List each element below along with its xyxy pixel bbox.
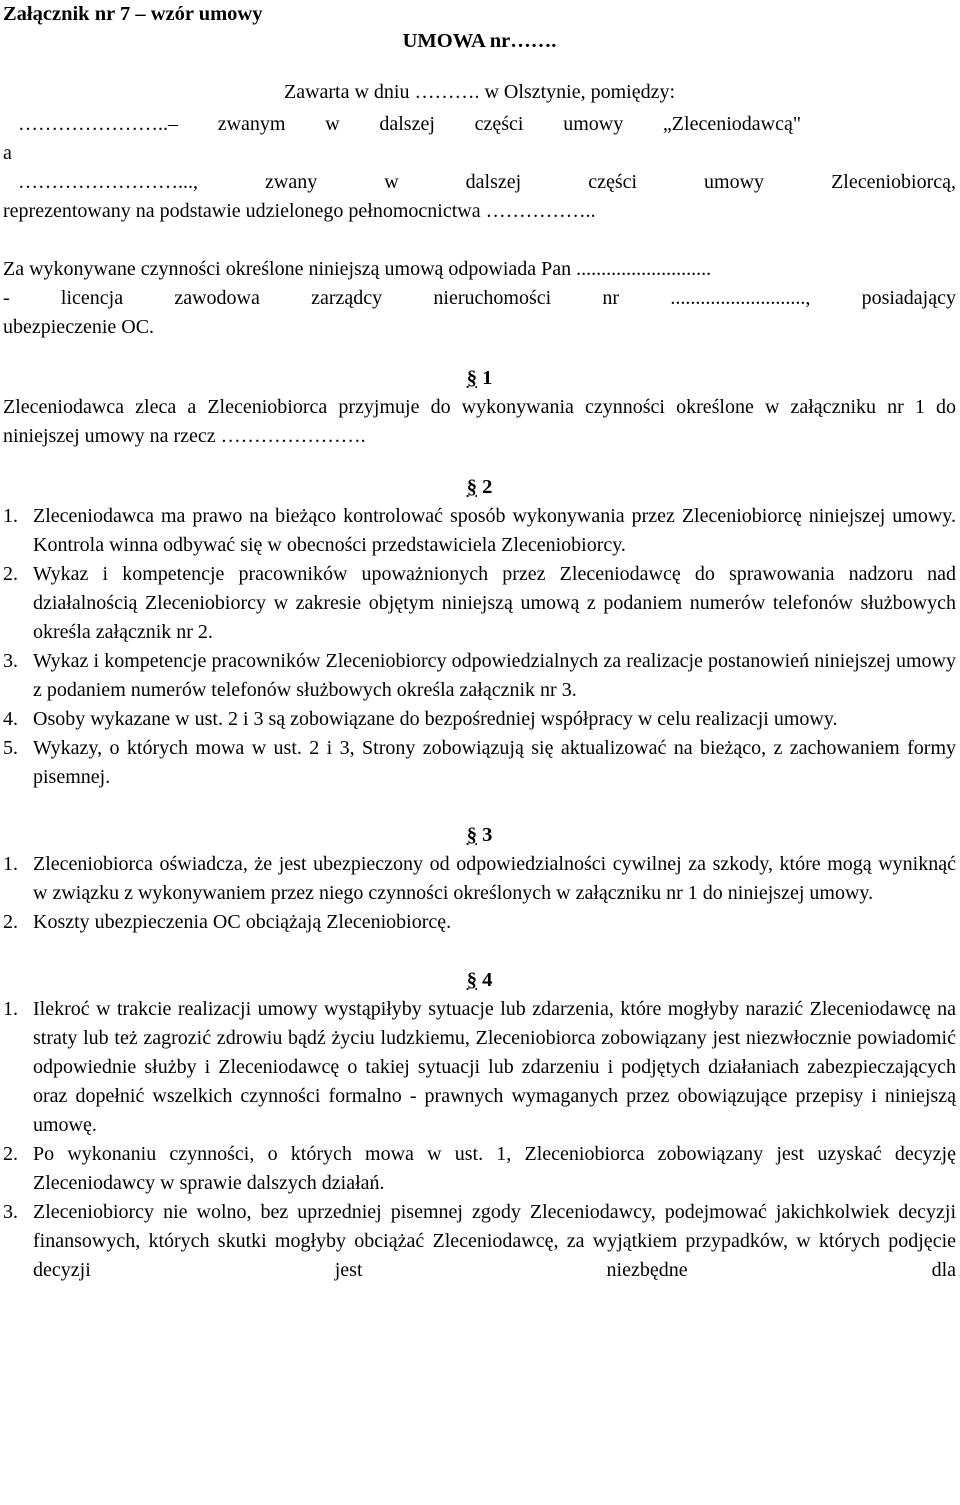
item-number: 2. [3, 563, 18, 585]
section-1-heading: § 1 [466, 367, 493, 389]
concluded-line: Zawarta w dniu ………. w Olsztynie, pomiędzy: [283, 81, 676, 103]
section-4-heading: § 4 [466, 969, 493, 991]
section-3-heading: § 3 [466, 824, 493, 846]
section-2-heading: § 2 [466, 476, 493, 498]
item-text: Zleceniodawca ma prawo na bieżąco kontrolować sposób wykonywania przez Zleceniobiorcę niniejszej umowy. Kontrola winna odbywać się w obecności przedstawiciela Zleceniobiorcy. [33, 505, 956, 556]
list-item [3, 705, 956, 734]
item-number: 1. [3, 853, 18, 875]
responsible-line2: - licencja zawodowa zarządcy nieruchomości nr ..........................., posiadający [3, 287, 956, 309]
item-text: Po wykonaniu czynności, o których mowa w ust. 1, Zleceniobiorca zobowiązany jest uzyskać decyzję Zleceniodawcy w sprawie dalszych działań. [33, 1143, 956, 1194]
item-text: Wykaz i kompetencje pracowników upoważnionych przez Zleceniodawcę do sprawowania nadzoru nad działalnością Zleceniobiorcy w zakresie objętym niniejszą umową z podaniem numerów telefonów służbowych określa załącznik nr 2. [33, 563, 956, 643]
item-text: Wykazy, o których mowa w ust. 2 i 3, Strony zobowiązują się aktualizować na bieżąco, z zachowaniem formy pisemnej. [33, 737, 956, 788]
item-number: 2. [3, 1143, 18, 1165]
list-item [3, 560, 956, 647]
list-item [3, 1140, 956, 1198]
list-item [3, 995, 956, 1140]
item-text: Koszty ubezpieczenia OC obciążają Zleceniobiorcę. [33, 911, 452, 933]
party1-line: …………………..– zwanym w dalszej części umowy „Zleceniodawcą" [18, 113, 801, 135]
item-number: 3. [3, 1201, 18, 1223]
contract-title: UMOWA nr……. [402, 30, 557, 52]
item-text: Zleceniobiorca oświadcza, że jest ubezpieczony od odpowiedzialności cywilnej za szkody, które mogą wyniknąć w związku z wykonywaniem przez niego czynności określonych w załączniku nr 1 do niniejszej umowy. [33, 853, 956, 904]
item-number: 2. [3, 911, 18, 933]
party2-line2: reprezentowany na podstawie udzielonego pełnomocnictwa …………….. [3, 200, 596, 222]
list-item [3, 1198, 956, 1285]
item-text: Ilekroć w trakcie realizacji umowy wystąpiłyby sytuacje lub zdarzenia, które mogłyby narazić Zleceniodawcę na straty lub też zagrozić zdrowiu bądź życiu ludzkiemu, Zleceniobiorca zobowiązany jest niezwłocznie powiadomić odpowiednie służby i Zleceniodawcę o takiej sytuacji lub zdarzeniu i podjętych działaniach zabezpieczających oraz dopełnić wszelkich czynności formalno - prawnych wymaganych przez obowiązujące przepisy i niniejszą umowę. [33, 998, 956, 1136]
item-number: 4. [3, 708, 18, 730]
attachment-heading: Załącznik nr 7 – wzór umowy [3, 3, 263, 25]
list-item [3, 908, 956, 937]
list-item [3, 734, 956, 792]
item-text: Zleceniobiorcy nie wolno, bez uprzedniej pisemnej zgody Zleceniodawcy, podejmować jakichkolwiek decyzji finansowych, których skutki mogłyby obciążać Zleceniodawcę, za wyjątkiem przypadków, w których podjęcie decyzji jest niezbędne dla [33, 1201, 956, 1281]
list-item [3, 502, 956, 560]
list-item [3, 647, 956, 705]
and-word: a [3, 142, 12, 164]
responsible-line1: Za wykonywane czynności określone niniejszą umową odpowiada Pan ........................... [3, 258, 712, 280]
responsible-line3: ubezpieczenie OC. [3, 316, 155, 338]
item-number: 3. [3, 650, 18, 672]
list-item [3, 850, 956, 908]
party2-line1: ……………………..., zwany w dalszej części umowy Zleceniobiorcą, [18, 171, 956, 193]
section-1-paragraph: Zleceniodawca zleca a Zleceniobiorca przyjmuje do wykonywania czynności określone w załączniku nr 1 do niniejszej umowy na rzecz …………………. [3, 396, 956, 447]
item-text: Osoby wykazane w ust. 2 i 3 są zobowiązane do bezpośredniej współpracy w celu realizacji umowy. [33, 708, 838, 730]
item-number: 1. [3, 998, 18, 1020]
item-text: Wykaz i kompetencje pracowników Zleceniobiorcy odpowiedzialnych za realizacje postanowień niniejszej umowy z podaniem numerów telefonów służbowych określa załącznik nr 3. [33, 650, 956, 701]
item-number: 5. [3, 737, 18, 759]
item-number: 1. [3, 505, 18, 527]
